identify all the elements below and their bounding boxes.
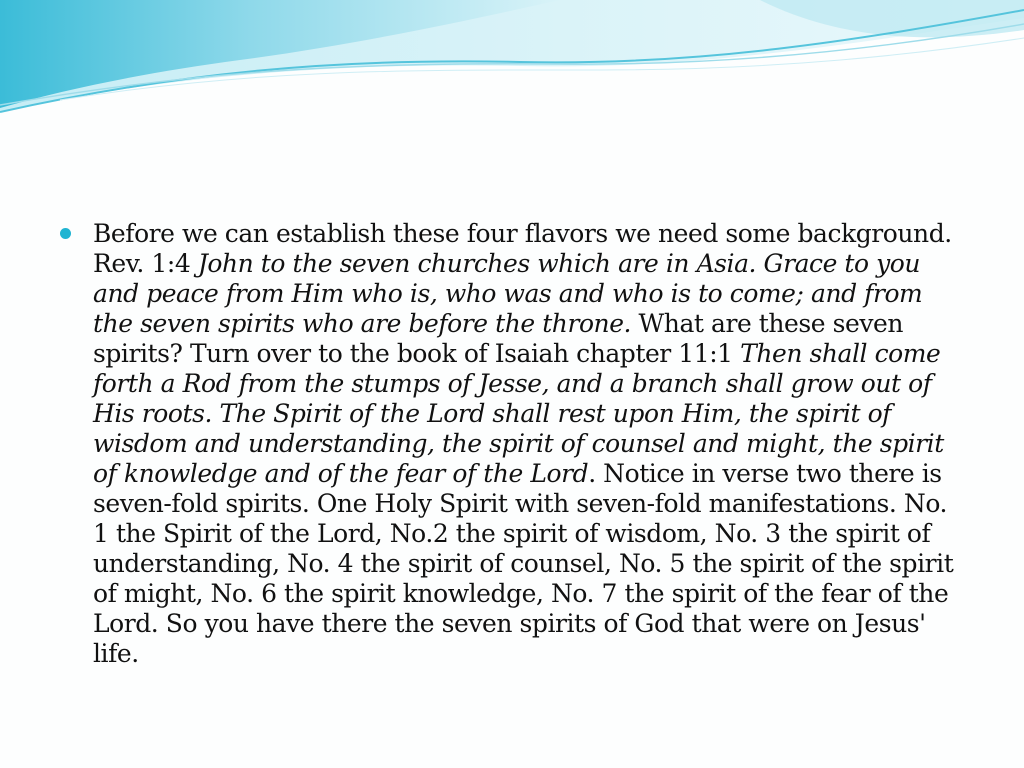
bullet-paragraph [93, 219, 960, 669]
paragraph-text-3: . Notice in verse two there is seven-fold spirits. One Holy Spirit with seven-fold manifestations. No. 1 the Spirit of the Lord, No.2 the spirit of wisdom, No. 3 the spirit of understanding, No. 4 the spirit of counsel, No. 5 the spirit of the spirit of might, No. 6 the spirit knowledge, No. 7 the spirit of the fear of the Lord. So you have there the seven spirits of God that were on Jesus' life. [93, 459, 954, 668]
header-wave-decoration [0, 0, 1024, 130]
bullet-dot-icon [60, 228, 71, 239]
paragraph-text-2: What are these seven spirits? Turn over to the book of Isaiah chapter 11:1 [93, 309, 904, 368]
paragraph-quote-isaiah: Then shall come forth a Rod from the stumps of Jesse, and a branch shall grow out of His roots. The Spirit of the Lord shall rest upon Him, the spirit of wisdom and understanding, the spirit of counsel and might, the spirit of knowledge and of the fear of the Lord [93, 339, 944, 488]
paragraph-quote-rev: John to the seven churches which are in Asia. Grace to you and peace from Him who is, who was and who is to come; and from the seven spirits who are before the throne. [93, 249, 923, 338]
bullet-item [60, 219, 960, 669]
paragraph-text-1: Before we can establish these four flavors we need some background. Rev. 1:4 [93, 219, 952, 278]
slide-body [60, 219, 960, 669]
